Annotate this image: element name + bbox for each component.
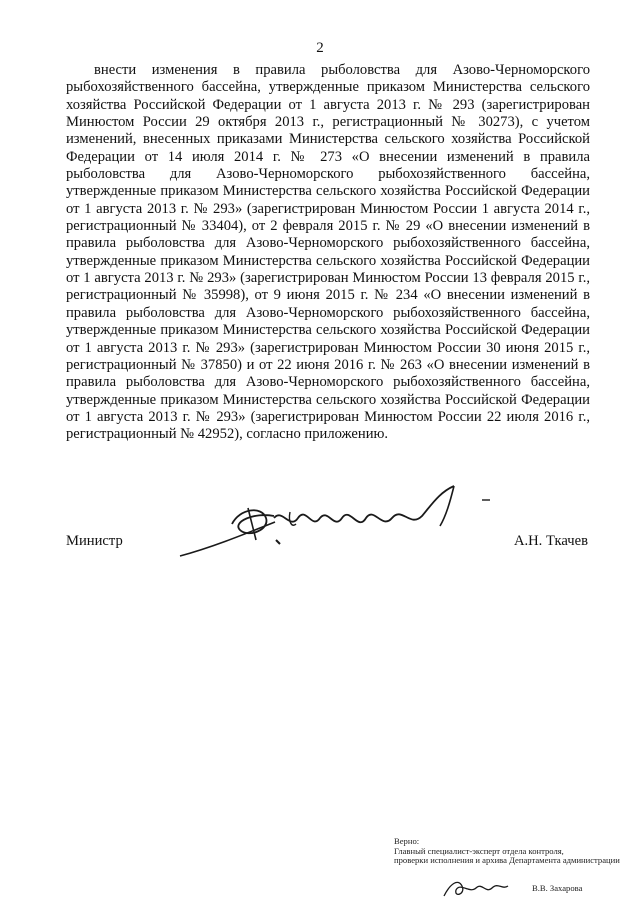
signatory-name: А.Н. Ткачев: [513, 533, 588, 549]
certification-name: В.В. Захарова: [532, 883, 583, 893]
order-body-paragraph: внести изменения в правила рыболовства для Азово-Черноморского рыбохозяйственного бассейна, утвержденные приказом Министерства сельского хозяйства Российской Федерации от 1 августа 2013 г. № 293 (зарегистрирован Минюстом России 29 октября 2013 г., регистрационный № 30273), с учетом изменений, внесенных приказами Министерства сельского хозяйства Российской Федерации от 14 июля 2014 г. № 273 «О внесении изменений в правила рыболовства для Азово-Черноморского рыбохозяйственного бассейна, утвержденные приказом Министерства сельского хозяйства Российской Федерации от 1 августа 2013 г. № 293» (зарегистрирован Минюстом России 1 августа 2014 г., регистрационный № 33404), от 2 февраля 2015 г. № 29 «О внесении изменений в правила рыболовства для Азово-Черноморского рыбохозяйственного бассейна, утвержденные приказом Министерства сельского хозяйства Российской Федерации от 1 августа 2013 г. № 293» (зарегистрирован Минюстом России 13 февраля 2015 г., регистрационный № 35998), от 9 июня 2015 г. № 234 «О внесении изменений в правила рыболовства для Азово-Черноморского рыбохозяйственного бассейна, утвержденные приказом Министерства сельского хозяйства Российской Федерации от 1 августа 2013 г. № 293» (зарегистрирован Минюстом России 30 июня 2015 г., регистрационный № 37850) и от 22 июня 2016 г. № 263 «О внесении изменений в правила рыболовства для Азово-Черноморского рыбохозяйственного бассейна, утвержденные приказом Министерства сельского хозяйства Российской Федерации от 1 августа 2013 г. № 293» (зарегистрирован Минюстом России 22 июля 2016 г., регистрационный № 42952), согласно приложению.: [66, 62, 590, 443]
handwritten-signature: [170, 478, 500, 578]
certification-block: [394, 836, 620, 866]
page-number: 2: [316, 40, 324, 56]
certification-department: проверки исполнения и архива Департамента администрации: [394, 855, 620, 866]
certification-label: Верно:: [394, 836, 420, 846]
certification-signature: [440, 872, 510, 902]
certification-position: Главный специалист-эксперт отдела контроля,: [394, 845, 564, 856]
signatory-title: Министр: [66, 533, 123, 549]
